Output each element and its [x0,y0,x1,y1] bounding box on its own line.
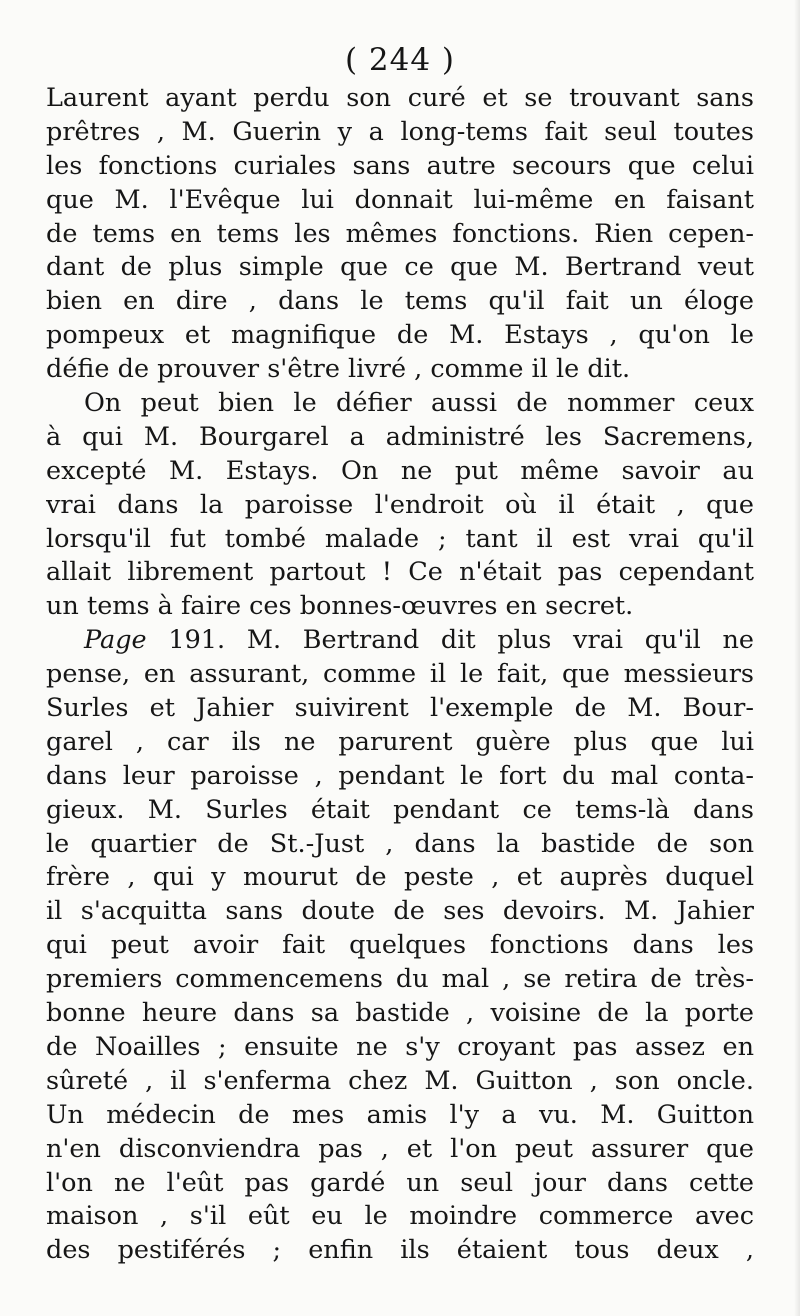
text-line: pense, en assurant, comme il le fait, que messieurs [46,659,754,690]
text-line-rest: 191. M. Bertrand dit plus vrai qu'il ne [146,625,754,656]
text-line: dant de plus simple que ce que M. Bertrand veut [46,252,754,283]
text-line: prêtres , M. Guerin y a long-tems fait seul toutes [46,116,754,147]
text-line: de Noailles ; ensuite ne s'y croyant pas assez en [46,1031,754,1062]
text-line: Surles et Jahier suivirent l'exemple de M. Bour- [46,693,754,724]
text-line: bonne heure dans sa bastide , voisine de la porte [46,998,754,1029]
text-line: On peut bien le défier aussi de nommer ceux [84,388,754,419]
text-line: frère , qui y mourut de peste , et auprès duquel [46,862,754,893]
page-edge-shadow [794,0,800,1316]
text-line: il s'acquitta sans doute de ses devoirs. M. Jahier [46,896,754,927]
text-line: que M. l'Evêque lui donnait lui-même en faisant [46,184,754,215]
text-line: de tems en tems les mêmes fonctions. Rien cepen- [46,218,754,249]
text-line: sûreté , il s'enferma chez M. Guitton , son oncle. [46,1065,754,1096]
text-line: dans leur paroisse , pendant le fort du mal conta- [46,760,754,791]
text-line: défie de prouver s'être livré , comme il le dit. [46,354,631,385]
text-line: excepté M. Estays. On ne put même savoir au [46,455,754,486]
page-body-text [46,82,754,1268]
text-line: un tems à faire ces bonnes-œuvres en secret. [46,591,634,622]
text-line: à qui M. Bourgarel a administré les Sacremens, [46,421,754,452]
text-line: bien en dire , dans le tems qu'il fait un éloge [46,286,754,317]
text-line: Laurent ayant perdu son curé et se trouvant sans [46,83,754,113]
text-line: l'on ne l'eût pas gardé un seul jour dans cette [46,1167,754,1198]
text-line: Un médecin de mes amis l'y a vu. M. Guitton [46,1099,754,1130]
text-line: lorsqu'il fut tombé malade ; tant il est vrai qu'il [46,523,754,554]
text-line: n'en disconviendra pas , et l'on peut assurer que [46,1133,754,1164]
text-line: allait librement partout ! Ce n'était pas cependant [46,557,754,588]
page-reference-italic: Page [84,625,147,656]
text-line: qui peut avoir fait quelques fonctions dans les [46,930,754,961]
page-number: ( 244 ) [344,42,456,78]
text-line: garel , car ils ne parurent guère plus que lui [46,726,754,757]
text-line: gieux. M. Surles était pendant ce tems-là dans [46,794,754,825]
text-line [46,624,754,658]
text-line: le quartier de St.-Just , dans la bastide de son [46,828,754,859]
text-line: pompeux et magnifique de M. Estays , qu'on le [46,320,754,351]
text-line: les fonctions curiales sans autre secours que celui [46,150,754,181]
text-line: des pestiférés ; enfin ils étaient tous deux , [46,1235,754,1266]
text-line: maison , s'il eût eu le moindre commerce avec [46,1201,754,1232]
text-line: premiers commencemens du mal , se retira de très- [46,964,754,995]
text-line: vrai dans la paroisse l'endroit où il était , que [46,489,754,520]
